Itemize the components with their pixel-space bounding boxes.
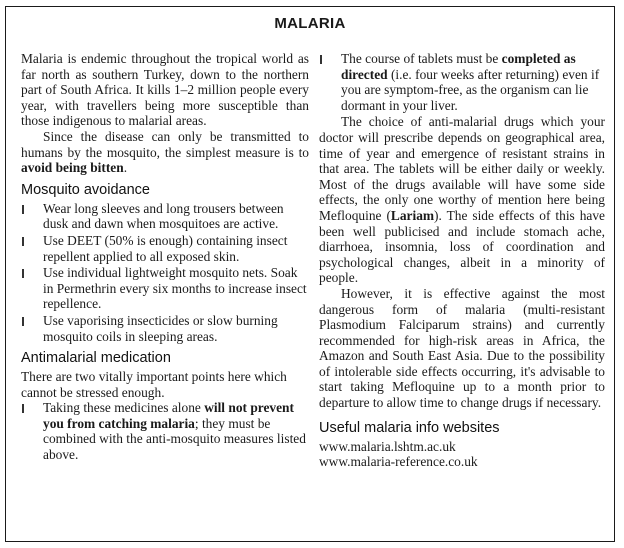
antimalarial-intro: There are two vitally important points here which cannot be stressed enough.	[21, 369, 287, 400]
right-column	[319, 51, 605, 470]
drug-choice-text: The choice of anti-malarial drugs which your doctor will prescribe depends on geographical area, time of year and emergence of resistant strains in that area. The tablets will be either daily or weekly. Most of the drugs available will have some side effects, the only one worthy of mention here being Mefloquine (	[319, 114, 605, 223]
list-item-emphasis: will not prevent you from catching malaria	[43, 400, 294, 431]
antimalarial-heading: Antimalarial medication	[21, 350, 171, 367]
bullet-icon	[22, 205, 24, 214]
list-item-text: Use individual lightweight mosquito nets. Soak in Permethrin every six months to increase insect repellence.	[43, 265, 307, 312]
drug-name-emphasis: Lariam	[390, 207, 435, 223]
list-item-text: (i.e. four weeks after returning) even if you are symptom-free, as the organism can lie dormant in your liver.	[341, 66, 600, 113]
antimalarial-list-continued	[319, 51, 605, 113]
list-item-text: ; they must be combined with the anti-mosquito measures listed above.	[43, 415, 306, 463]
malaria-info-box	[5, 6, 615, 542]
antimalarial-list	[21, 400, 309, 462]
list-item	[21, 400, 309, 462]
bullet-icon	[320, 55, 322, 64]
left-column	[21, 51, 309, 464]
drug-choice-paragraph	[319, 114, 605, 286]
list-item-text: Use vaporising insecticides or slow burning mosquito coils in sleeping areas.	[43, 312, 278, 344]
drug-choice-text: ). The side effects of this have been well publicised and include stomach ache, diarrhoea, insomnia, loss of coordination and psychological changes, albeit in a minority of people.	[319, 207, 605, 286]
mosquito-avoidance-list	[21, 201, 309, 344]
list-item-text: Wear long sleeves and long trousers between dusk and dawn when mosquitoes are active.	[43, 200, 284, 232]
list-item	[319, 51, 605, 113]
list-item	[21, 313, 309, 344]
list-item-text: Use DEET (50% is enough) containing insect repellent applied to all exposed skin.	[43, 232, 288, 264]
website-link-reference[interactable]: www.malaria-reference.co.uk	[319, 454, 478, 470]
bullet-icon	[22, 269, 24, 278]
bullet-icon	[22, 404, 24, 413]
intro-paragraph: Malaria is endemic throughout the tropical world as far north as southern Turkey, down to the northern part of South Africa. It kills 1–2 million people every year, with travellers being more susceptible than those indigenous to malarial areas.	[21, 51, 309, 129]
bite-period: .	[123, 160, 128, 176]
mosquito-avoidance-heading: Mosquito avoidance	[21, 181, 150, 198]
list-item	[21, 265, 309, 312]
page-title: MALARIA	[274, 15, 346, 32]
website-link-lshtm[interactable]: www.malaria.lshtm.ac.uk	[319, 438, 456, 454]
list-item	[21, 233, 309, 264]
list-item	[21, 201, 309, 232]
bite-paragraph	[21, 129, 309, 176]
bite-text: Since the disease can only be transmitted to humans by the mosquito, the simplest measure is to	[21, 128, 309, 160]
effectiveness-paragraph: However, it is effective against the most dangerous form of malaria (multi-resistant Plasmodium Falciparum strains) and currently recommended for high-risk areas in Africa, the Amazon and South East Asia. Due to the possibility of intolerable side effects occurring, it's advisable to start taking Mefloquine up to a month prior to departure to allow time to change drugs if necessary.	[319, 285, 605, 411]
list-item-emphasis: completed as directed	[341, 51, 576, 82]
bite-emphasis: avoid being bitten	[21, 160, 124, 176]
list-item-text: Taking these medicines alone	[43, 400, 205, 416]
websites-heading: Useful malaria info websites	[319, 419, 500, 436]
websites-list	[319, 439, 605, 470]
list-item-text: The course of tablets must be	[341, 51, 502, 66]
bullet-icon	[22, 237, 24, 246]
bullet-icon	[22, 317, 24, 326]
